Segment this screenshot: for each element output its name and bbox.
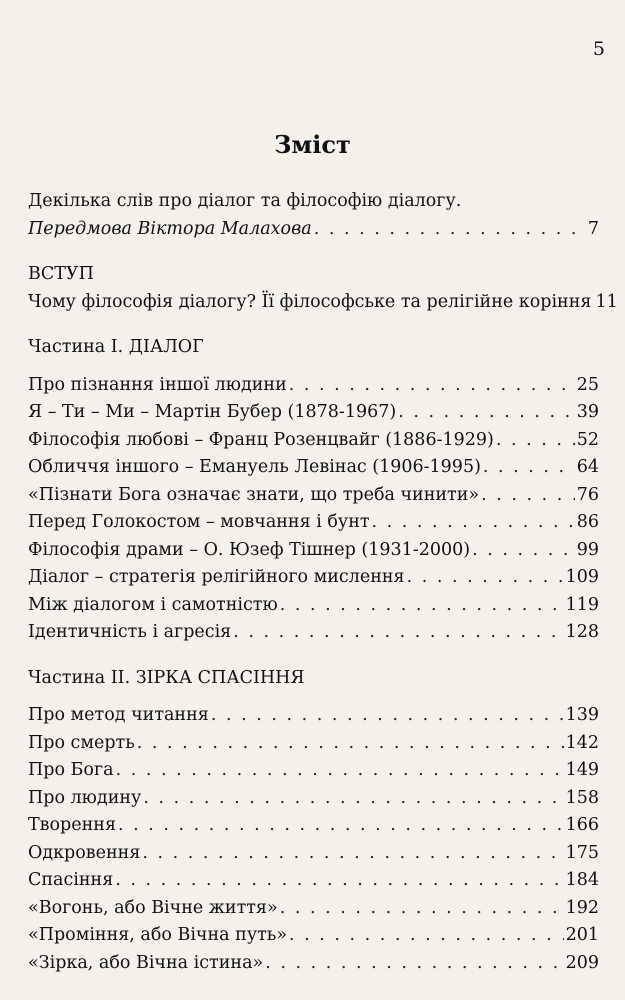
toc-entry-page: 119 <box>565 594 599 615</box>
toc-entry <box>28 840 599 868</box>
section-heading-intro: ВСТУП <box>28 264 94 284</box>
dot-leader <box>483 454 575 482</box>
toc-entry-title: «Зірка, або Вічна істина» <box>28 952 264 973</box>
dot-leader <box>314 216 586 244</box>
dot-leader <box>143 785 563 813</box>
toc-entry <box>28 950 599 978</box>
toc-entry <box>28 730 599 758</box>
toc-entry <box>28 482 599 510</box>
dot-leader <box>398 399 575 427</box>
toc-entry-page: 25 <box>576 374 599 395</box>
dot-leader <box>233 619 563 647</box>
dot-leader <box>265 950 563 978</box>
toc-entry <box>28 564 599 592</box>
toc-entry <box>28 702 599 730</box>
toc-entry-title: «Вогонь, або Вічне життя» <box>28 897 278 918</box>
toc-entry <box>28 922 599 950</box>
toc-entry <box>28 372 599 400</box>
toc-entry-foreword <box>28 216 599 244</box>
toc-entry <box>28 399 599 427</box>
dot-leader <box>280 895 564 923</box>
dot-leader <box>481 482 575 510</box>
toc-entry-page: 158 <box>565 787 599 808</box>
toc-entry-title: Передмова Віктора Малахова <box>28 218 312 239</box>
toc-entry-title: Про смерть <box>28 732 135 753</box>
dot-leader <box>115 867 563 895</box>
toc-entry-title: Творення <box>28 815 116 835</box>
toc-entry-title: Про пізнання іншої людини <box>28 374 287 395</box>
toc-entry-page: 109 <box>565 567 599 587</box>
toc-entry <box>28 785 599 813</box>
dot-leader <box>289 372 575 400</box>
dot-leader <box>280 592 564 620</box>
toc-entry-title: Перед Голокостом – мовчання і бунт <box>28 512 370 532</box>
toc-entry <box>28 592 599 620</box>
toc-entry-page: 209 <box>565 952 599 973</box>
toc-entry-page: 175 <box>565 842 599 863</box>
toc-entry-title: Одкровення <box>28 842 141 863</box>
table-of-contents <box>28 188 618 977</box>
toc-entry-page: 39 <box>576 402 599 422</box>
dot-leader <box>142 840 563 868</box>
toc-entry-page: 139 <box>565 705 599 725</box>
toc-entry-title: Філософія любові – Франц Розенцвайг (1886-1929) <box>28 429 494 450</box>
toc-entry-page: 192 <box>565 897 599 918</box>
toc-entry-page: 128 <box>565 622 599 642</box>
toc-entry <box>28 289 618 317</box>
dot-leader <box>372 509 575 537</box>
dot-leader <box>407 564 564 592</box>
toc-entry <box>28 427 599 455</box>
dot-leader <box>289 922 564 950</box>
toc-entry <box>28 757 599 785</box>
toc-entry-title: Про Бога <box>28 760 114 780</box>
toc-entry <box>28 619 599 647</box>
toc-entry-title: Діалог – стратегія релігійного мислення <box>28 567 405 587</box>
part1-entry-list <box>28 372 599 647</box>
toc-entry <box>28 812 599 840</box>
toc-entry-title: Я – Ти – Ми – Мартін Бубер (1878-1967) <box>28 402 397 422</box>
dot-leader <box>137 730 564 758</box>
dot-leader <box>116 757 564 785</box>
toc-entry <box>28 537 599 565</box>
toc-entry-page: 86 <box>576 512 599 532</box>
toc-entry-page: 64 <box>576 457 599 477</box>
toc-entry-page: 11 <box>595 291 618 312</box>
toc-entry-title: Спасіння <box>28 870 114 890</box>
foreword-title: Декілька слів про діалог та філософію діалогу. <box>28 191 462 211</box>
toc-entry-page: 149 <box>565 760 599 780</box>
toc-entry-title: «Проміння, або Вічна путь» <box>28 925 288 945</box>
toc-entry-title: Про людину <box>28 787 142 808</box>
toc-entry <box>28 509 599 537</box>
toc-entry-title: Обличчя іншого – Емануель Левінас (1906-1995) <box>28 457 481 477</box>
section-heading-part1: Частина І. ДІАЛОГ <box>28 337 204 357</box>
toc-entry <box>28 867 599 895</box>
page-number: 5 <box>592 38 605 60</box>
section-heading-part2: Частина ІІ. ЗІРКА СПАСІННЯ <box>28 667 305 688</box>
toc-entry-title: «Пізнати Бога означає знати, що треба чинити» <box>28 484 480 505</box>
part2-entry-list <box>28 702 599 977</box>
page-title: Зміст <box>274 130 351 159</box>
toc-entry-title: Чому філософія діалогу? Її філософське та релігійне коріння <box>28 291 592 312</box>
dot-leader <box>118 812 564 840</box>
toc-entry-page: 184 <box>565 870 599 890</box>
toc-entry-page: 166 <box>565 815 599 835</box>
toc-entry-page: 52 <box>576 429 599 450</box>
dot-leader <box>472 537 575 565</box>
toc-entry-page: 99 <box>576 539 599 560</box>
toc-entry-title: Про метод читання <box>28 705 209 725</box>
dot-leader <box>496 427 575 455</box>
toc-entry-page: 201 <box>565 925 599 945</box>
toc-entry-title: Філософія драми – О. Юзеф Тішнер (1931-2000) <box>28 539 471 560</box>
toc-entry-title: Між діалогом і самотністю <box>28 594 278 615</box>
toc-entry-page: 142 <box>565 732 599 753</box>
toc-entry-title: Ідентичність і агресія <box>28 622 232 642</box>
dot-leader <box>211 702 564 730</box>
toc-entry <box>28 454 599 482</box>
toc-entry-page: 76 <box>576 484 599 505</box>
toc-entry-page: 7 <box>587 218 599 239</box>
toc-entry <box>28 895 599 923</box>
